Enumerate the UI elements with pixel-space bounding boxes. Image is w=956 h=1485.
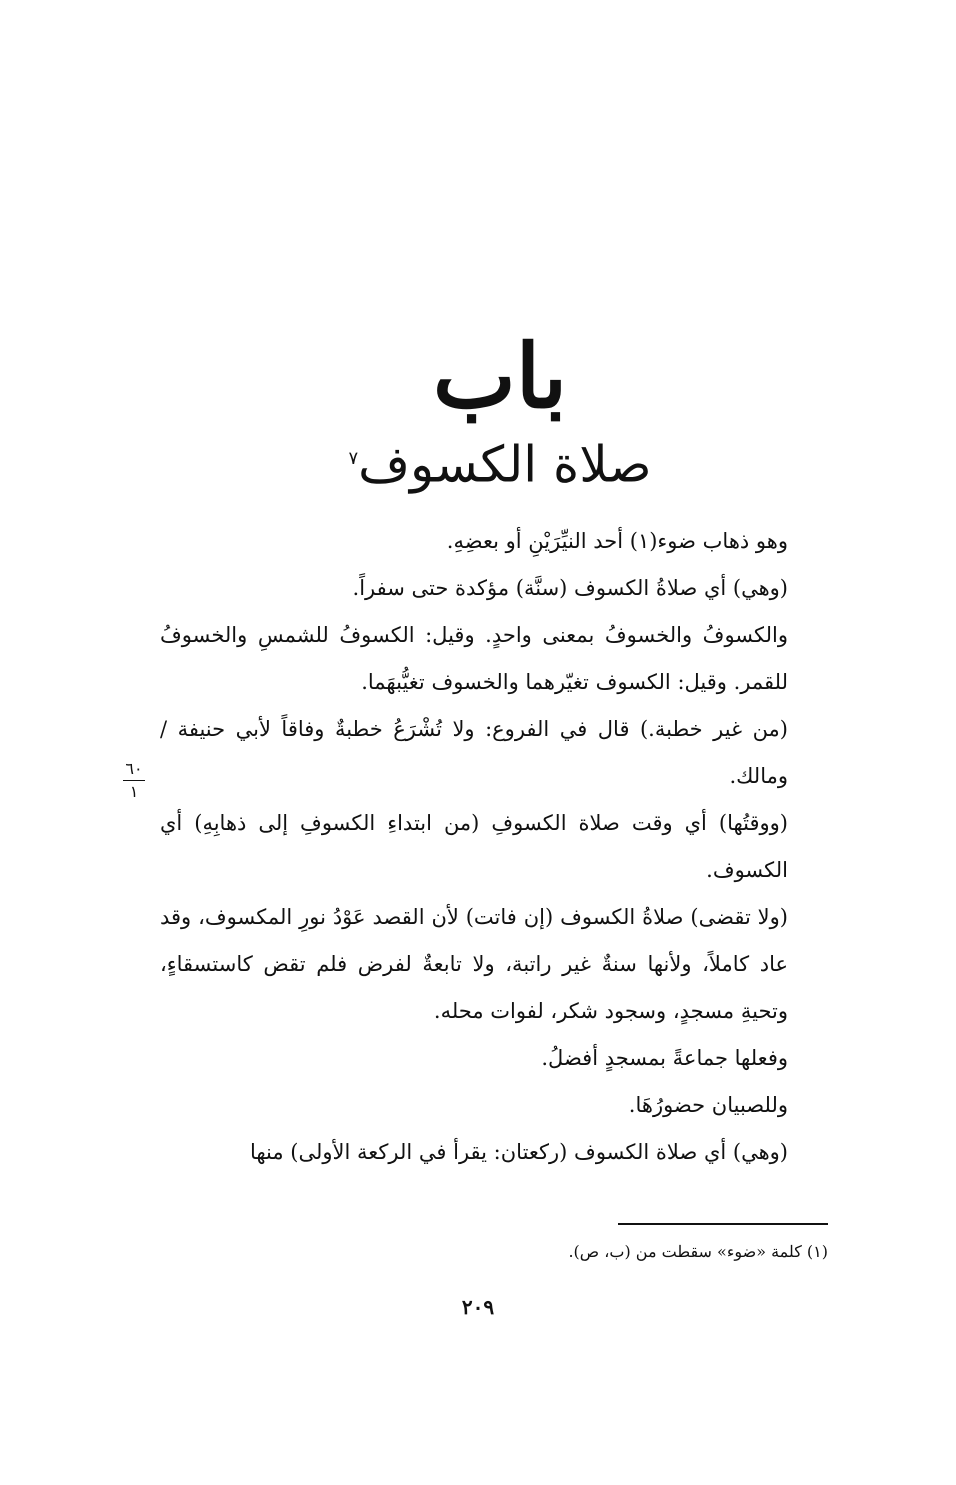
paragraph-1: وهو ذهاب ضوء(١) أحد النيِّرَيْنِ أو بعضِهِ. — [446, 529, 788, 553]
paragraph-7: وفعلها جماعةً بمسجدٍ أفضلُ. — [541, 1046, 788, 1070]
folio-number: ٦٠ — [125, 759, 143, 778]
chapter-title-footnote-marker: ٧ — [348, 448, 359, 469]
page-number: ٢٠٩ — [461, 1295, 495, 1319]
chapter-heading — [330, 324, 670, 500]
footnote: (١) كلمة «ضوء» سقطت من (ب، ص). — [568, 1242, 828, 1261]
paragraph-5: (ووقتُها) أي وقت صلاة الكسوفِ (من ابتداءِ الكسوفِ إلى ذهابِهِ) أي الكسوف. — [160, 811, 788, 882]
paragraph-9: (وهي) أي صلاة الكسوف (ركعتان: يقرأ في الركعة الأولى) منها — [249, 1140, 788, 1164]
footnote-divider — [618, 1223, 828, 1225]
chapter-title-text: صلاة الكسوف — [358, 435, 652, 494]
paragraph-2: (وهي) أي صلاةُ الكسوف (سنَّة) مؤكدة حتى سفراً. — [352, 576, 788, 600]
paragraph-6: (ولا تقضى) صلاةُ الكسوف (إن فاتت) لأن القصد عَوْدُ نورِ المكسوف، وقد عاد كاملاً، ولأنها سنةٌ غير راتبة، ولا تابعةٌ لفرض فلم تقض كاستسقاءٍ، وتحيةِ مسجدٍ، وسجود شكر، لفوات محله. — [160, 905, 788, 1023]
paragraph-4: (من غير خطبة.) قال في الفروع: ولا تُشْرَعُ خطبةٌ وفاقاً لأبي حنيفة / ومالك. — [160, 717, 788, 788]
manuscript-folio-note — [114, 760, 154, 801]
folio-divider — [123, 780, 145, 781]
chapter-label: باب — [432, 324, 568, 428]
folio-side: ١ — [129, 782, 139, 801]
paragraph-3: والكسوفُ والخسوفُ بمعنى واحدٍ. وقيل: الكسوفُ للشمسِ والخسوفُ للقمر. وقيل: الكسوف تغيّرهما والخسوف تغيُّبهَما. — [160, 623, 788, 694]
chapter-title — [330, 424, 670, 500]
paragraph-8: وللصبيان حضورُهَا. — [628, 1093, 788, 1117]
body-text — [160, 518, 830, 1176]
